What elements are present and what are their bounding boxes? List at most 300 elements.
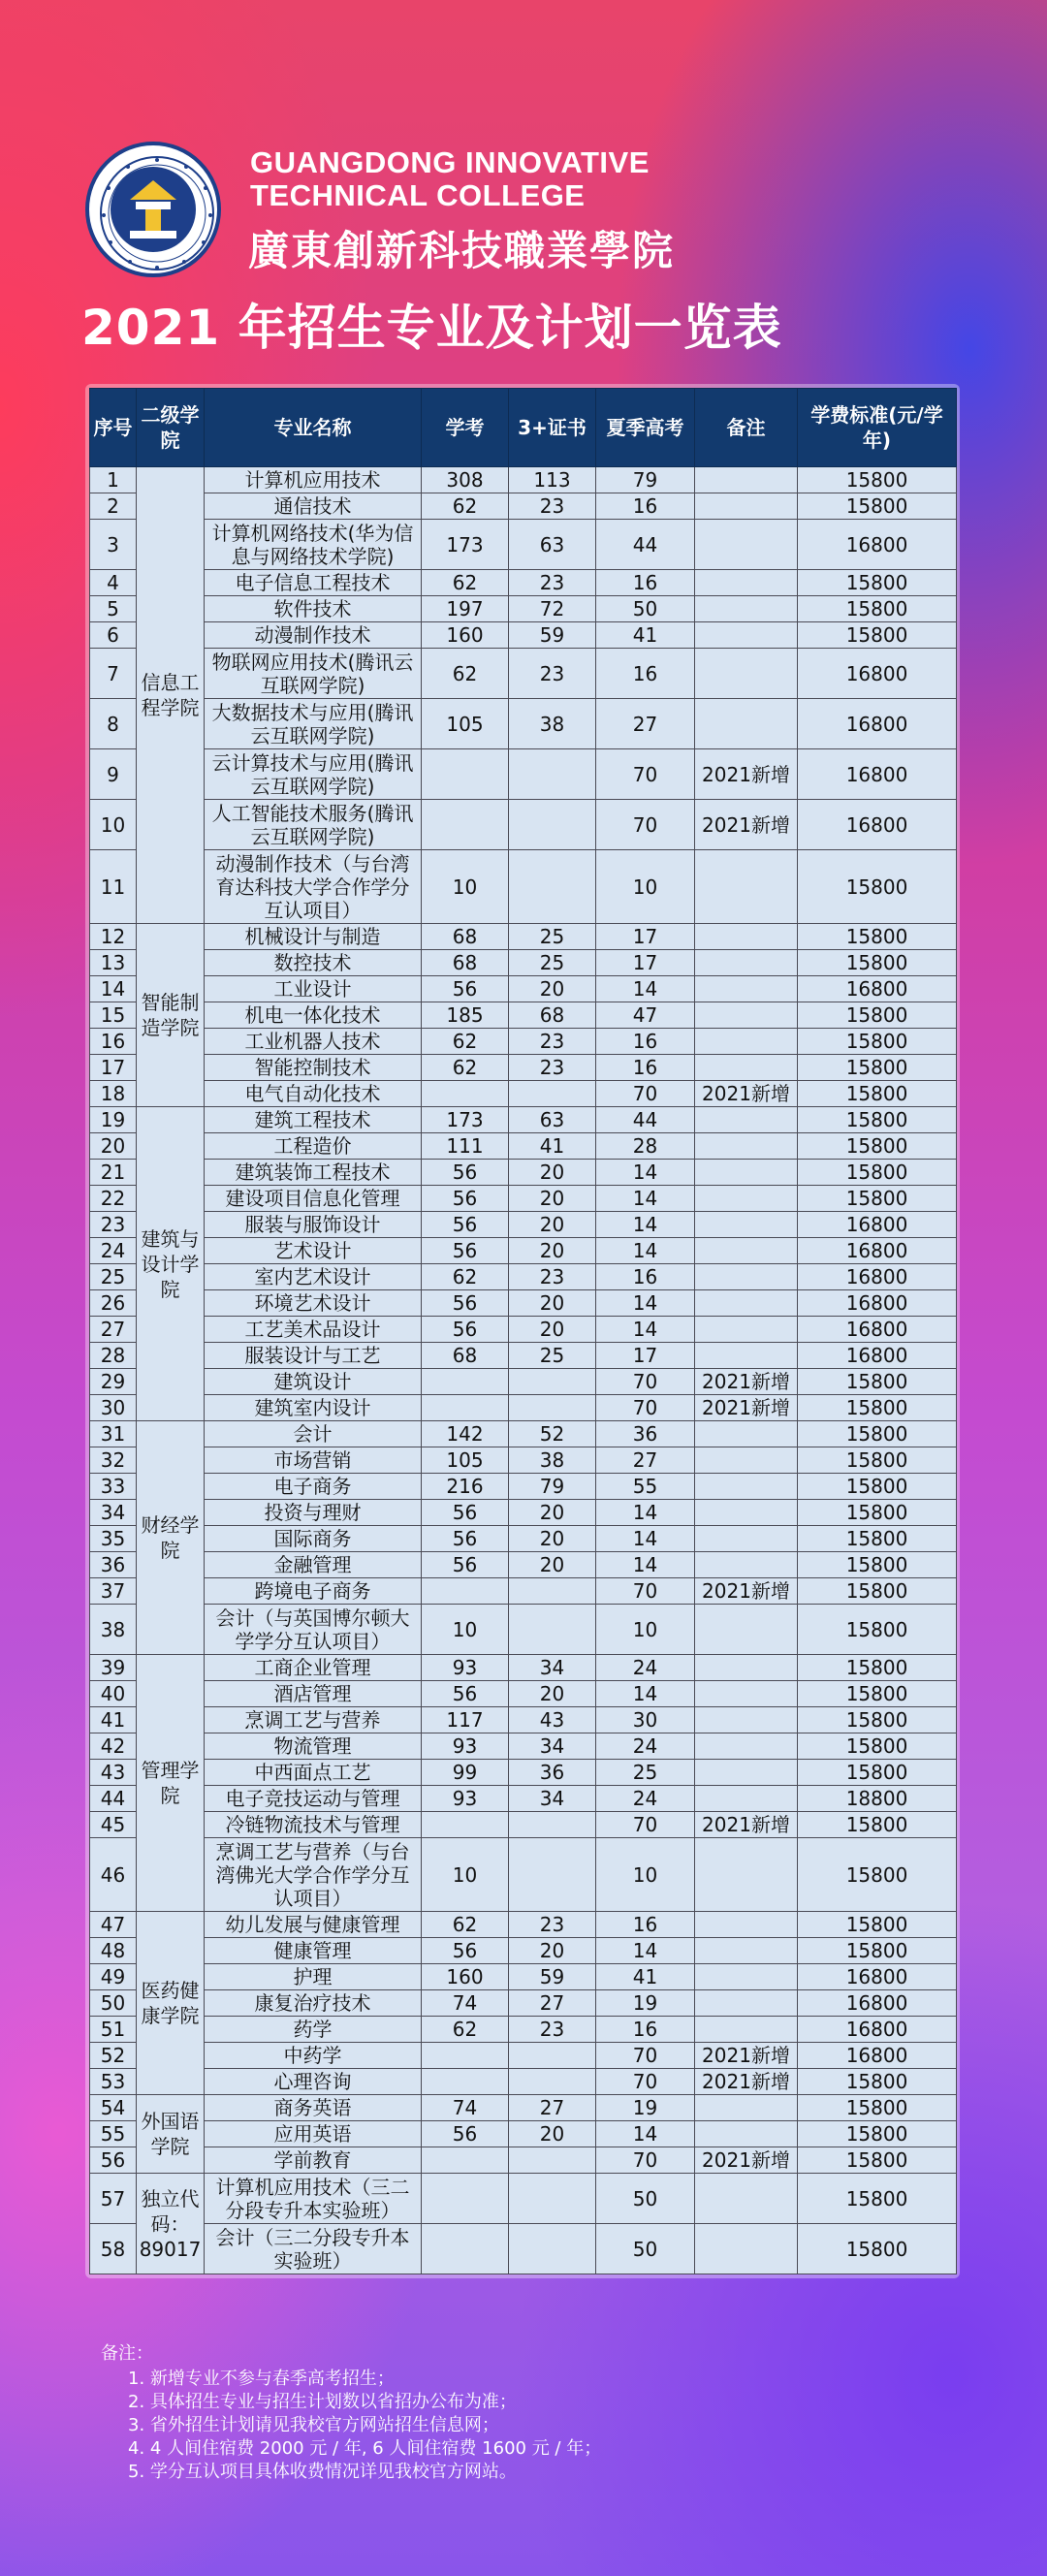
cell-seq: 19 — [90, 1107, 137, 1133]
cell-cert: 59 — [509, 1964, 596, 1990]
cell-remark — [695, 596, 798, 622]
cell-cert: 20 — [509, 1160, 596, 1186]
cell-major: 药学 — [205, 2017, 422, 2043]
cell-seq: 3 — [90, 520, 137, 570]
cell-cert: 68 — [509, 1002, 596, 1029]
cell-fee: 15800 — [798, 1655, 957, 1681]
cell-summer: 70 — [596, 1812, 695, 1838]
cell-remark: 2021新增 — [695, 1578, 798, 1605]
cell-fee: 15800 — [798, 850, 957, 924]
cell-xuekao: 173 — [422, 520, 509, 570]
cell-remark — [695, 1786, 798, 1812]
cell-xuekao: 308 — [422, 467, 509, 493]
table-row — [90, 1107, 957, 1133]
cell-remark — [695, 1838, 798, 1912]
cell-summer: 14 — [596, 976, 695, 1002]
cell-major: 工程造价 — [205, 1133, 422, 1160]
cell-summer: 50 — [596, 2224, 695, 2274]
table-row — [90, 1474, 957, 1500]
cell-xuekao: 56 — [422, 1238, 509, 1264]
cell-major: 通信技术 — [205, 493, 422, 520]
cell-seq: 27 — [90, 1317, 137, 1343]
cell-major: 烹调工艺与营养（与台湾佛光大学合作学分互认项目） — [205, 1838, 422, 1912]
cell-fee: 16800 — [798, 2017, 957, 2043]
cell-fee: 15800 — [798, 1578, 957, 1605]
cell-summer: 24 — [596, 1786, 695, 1812]
cell-seq: 34 — [90, 1500, 137, 1526]
cell-xuekao — [422, 2043, 509, 2069]
cell-remark — [695, 467, 798, 493]
cell-xuekao: 56 — [422, 1552, 509, 1578]
cell-major: 会计（与英国博尔顿大学学分互认项目） — [205, 1605, 422, 1655]
cell-summer: 79 — [596, 467, 695, 493]
table-row — [90, 2095, 957, 2121]
cell-seq: 48 — [90, 1938, 137, 1964]
cell-summer: 50 — [596, 596, 695, 622]
cell-major: 工业机器人技术 — [205, 1029, 422, 1055]
cell-cert: 79 — [509, 1474, 596, 1500]
table-row — [90, 699, 957, 749]
table-row — [90, 950, 957, 976]
cell-major: 数控技术 — [205, 950, 422, 976]
cell-cert — [509, 2224, 596, 2274]
cell-summer: 28 — [596, 1133, 695, 1160]
cell-remark — [695, 1133, 798, 1160]
cell-summer: 70 — [596, 2069, 695, 2095]
cell-xuekao: 62 — [422, 649, 509, 699]
enrollment-table-panel — [85, 384, 960, 2278]
cell-major: 康复治疗技术 — [205, 1990, 422, 2017]
cell-xuekao: 56 — [422, 1500, 509, 1526]
cell-college: 信息工程学院 — [137, 467, 205, 924]
cell-summer: 44 — [596, 520, 695, 570]
table-row — [90, 1055, 957, 1081]
cell-cert: 38 — [509, 699, 596, 749]
cell-remark — [695, 1447, 798, 1474]
cell-summer: 14 — [596, 1938, 695, 1964]
table-row — [90, 520, 957, 570]
cell-major: 建筑设计 — [205, 1369, 422, 1395]
cell-xuekao: 10 — [422, 850, 509, 924]
cell-xuekao — [422, 800, 509, 850]
cell-summer: 14 — [596, 1290, 695, 1317]
cell-summer: 17 — [596, 950, 695, 976]
cell-summer: 14 — [596, 2121, 695, 2147]
table-row — [90, 2121, 957, 2147]
cell-xuekao: 10 — [422, 1838, 509, 1912]
cell-remark — [695, 520, 798, 570]
cell-major: 艺术设计 — [205, 1238, 422, 1264]
cell-fee: 15800 — [798, 1526, 957, 1552]
cell-cert: 52 — [509, 1421, 596, 1447]
cell-cert: 23 — [509, 1912, 596, 1938]
note-item: 4. 4 人间住宿费 2000 元 / 年, 6 人间住宿费 1600 元 / 年； — [128, 2438, 602, 2459]
cell-seq: 39 — [90, 1655, 137, 1681]
cell-cert: 41 — [509, 1133, 596, 1160]
table-row — [90, 1160, 957, 1186]
cell-cert: 63 — [509, 1107, 596, 1133]
page-title: 2021 年招生专业及计划一览表 — [81, 300, 782, 356]
table-row — [90, 1707, 957, 1733]
cell-cert — [509, 2174, 596, 2224]
cell-fee: 15800 — [798, 1838, 957, 1912]
table-row — [90, 800, 957, 850]
cell-major: 投资与理财 — [205, 1500, 422, 1526]
cell-major: 计算机应用技术 — [205, 467, 422, 493]
table-row — [90, 924, 957, 950]
column-header-fee: 学费标准(元/学年) — [798, 389, 957, 467]
cell-seq: 40 — [90, 1681, 137, 1707]
cell-cert: 20 — [509, 1317, 596, 1343]
cell-xuekao: 62 — [422, 2017, 509, 2043]
tower-emblem-icon — [124, 178, 182, 240]
cell-cert — [509, 800, 596, 850]
cell-fee: 15800 — [798, 2121, 957, 2147]
column-header-seq: 序号 — [90, 389, 137, 467]
table-row — [90, 1212, 957, 1238]
cell-remark — [695, 1552, 798, 1578]
cell-xuekao: 62 — [422, 570, 509, 596]
cell-major: 工业设计 — [205, 976, 422, 1002]
cell-cert: 20 — [509, 1290, 596, 1317]
column-header-major: 专业名称 — [205, 389, 422, 467]
cell-fee: 16800 — [798, 2043, 957, 2069]
table-row — [90, 1786, 957, 1812]
cell-college: 智能制造学院 — [137, 924, 205, 1107]
cell-major: 建筑室内设计 — [205, 1395, 422, 1421]
cell-remark — [695, 850, 798, 924]
cell-remark — [695, 950, 798, 976]
table-row — [90, 1552, 957, 1578]
cell-xuekao: 62 — [422, 1029, 509, 1055]
table-row — [90, 2043, 957, 2069]
column-header-college: 二级学院 — [137, 389, 205, 467]
cell-remark — [695, 1343, 798, 1369]
table-row — [90, 1238, 957, 1264]
cell-cert: 25 — [509, 924, 596, 950]
cell-fee: 15800 — [798, 1552, 957, 1578]
cell-major: 云计算技术与应用(腾讯云互联网学院) — [205, 749, 422, 800]
cell-seq: 4 — [90, 570, 137, 596]
table-row — [90, 1133, 957, 1160]
cell-fee: 15800 — [798, 1760, 957, 1786]
cell-summer: 70 — [596, 1395, 695, 1421]
cell-cert: 25 — [509, 950, 596, 976]
cell-fee: 15800 — [798, 1938, 957, 1964]
cell-fee: 15800 — [798, 1447, 957, 1474]
cell-seq: 21 — [90, 1160, 137, 1186]
cell-summer: 41 — [596, 622, 695, 649]
cell-major: 健康管理 — [205, 1938, 422, 1964]
cell-remark — [695, 1290, 798, 1317]
cell-major: 计算机应用技术（三二分段专升本实验班） — [205, 2174, 422, 2224]
cell-cert — [509, 2069, 596, 2095]
cell-fee: 18800 — [798, 1786, 957, 1812]
cell-remark — [695, 2121, 798, 2147]
cell-xuekao: 62 — [422, 1055, 509, 1081]
cell-fee: 15800 — [798, 1002, 957, 1029]
cell-cert: 27 — [509, 1990, 596, 2017]
cell-cert: 20 — [509, 1500, 596, 1526]
cell-seq: 36 — [90, 1552, 137, 1578]
cell-remark — [695, 1238, 798, 1264]
cell-seq: 33 — [90, 1474, 137, 1500]
table-row — [90, 1812, 957, 1838]
cell-fee: 15800 — [798, 1707, 957, 1733]
cell-major: 幼儿发展与健康管理 — [205, 1912, 422, 1938]
table-row — [90, 1186, 957, 1212]
table-row — [90, 1290, 957, 1317]
cell-summer: 14 — [596, 1212, 695, 1238]
cell-summer: 55 — [596, 1474, 695, 1500]
cell-seq: 56 — [90, 2147, 137, 2174]
table-row — [90, 1990, 957, 2017]
cell-seq: 7 — [90, 649, 137, 699]
table-row — [90, 1605, 957, 1655]
cell-cert — [509, 850, 596, 924]
table-row — [90, 1655, 957, 1681]
cell-summer: 14 — [596, 1526, 695, 1552]
cell-cert — [509, 1838, 596, 1912]
table-row — [90, 1447, 957, 1474]
cell-xuekao: 56 — [422, 1938, 509, 1964]
cell-xuekao: 142 — [422, 1421, 509, 1447]
cell-remark — [695, 976, 798, 1002]
cell-seq: 18 — [90, 1081, 137, 1107]
cell-xuekao: 93 — [422, 1655, 509, 1681]
cell-cert: 23 — [509, 2017, 596, 2043]
cell-xuekao: 93 — [422, 1733, 509, 1760]
cell-seq: 35 — [90, 1526, 137, 1552]
cell-fee: 15800 — [798, 924, 957, 950]
cell-fee: 16800 — [798, 1343, 957, 1369]
table-row — [90, 1395, 957, 1421]
cell-summer: 24 — [596, 1655, 695, 1681]
cell-xuekao: 56 — [422, 1212, 509, 1238]
cell-seq: 22 — [90, 1186, 137, 1212]
cell-xuekao: 62 — [422, 1912, 509, 1938]
cell-remark: 2021新增 — [695, 1395, 798, 1421]
cell-seq: 57 — [90, 2174, 137, 2224]
cell-major: 学前教育 — [205, 2147, 422, 2174]
cell-remark — [695, 493, 798, 520]
cell-fee: 15800 — [798, 596, 957, 622]
cell-major: 建筑装饰工程技术 — [205, 1160, 422, 1186]
table-row — [90, 1343, 957, 1369]
table-row — [90, 2147, 957, 2174]
table-row — [90, 493, 957, 520]
cell-summer: 19 — [596, 2095, 695, 2121]
cell-xuekao — [422, 2147, 509, 2174]
note-item: 3. 省外招生计划请见我校官方网站招生信息网； — [128, 2415, 499, 2435]
cell-major: 跨境电子商务 — [205, 1578, 422, 1605]
cell-xuekao: 10 — [422, 1605, 509, 1655]
cell-summer: 17 — [596, 1343, 695, 1369]
cell-cert: 34 — [509, 1655, 596, 1681]
cell-major: 会计（三二分段专升本实验班） — [205, 2224, 422, 2274]
cell-cert — [509, 1395, 596, 1421]
cell-major: 服装与服饰设计 — [205, 1212, 422, 1238]
cell-summer: 47 — [596, 1002, 695, 1029]
table-row — [90, 1681, 957, 1707]
cell-major: 服装设计与工艺 — [205, 1343, 422, 1369]
table-row — [90, 1912, 957, 1938]
cell-cert: 38 — [509, 1447, 596, 1474]
cell-xuekao — [422, 2224, 509, 2274]
cell-college: 财经学院 — [137, 1421, 205, 1655]
cell-seq: 14 — [90, 976, 137, 1002]
table-row — [90, 1317, 957, 1343]
cell-fee: 15800 — [798, 2224, 957, 2274]
table-row — [90, 2174, 957, 2224]
cell-xuekao: 56 — [422, 2121, 509, 2147]
cell-seq: 45 — [90, 1812, 137, 1838]
cell-cert: 23 — [509, 1264, 596, 1290]
cell-cert — [509, 1369, 596, 1395]
cell-xuekao: 173 — [422, 1107, 509, 1133]
cell-remark: 2021新增 — [695, 2043, 798, 2069]
cell-remark — [695, 1107, 798, 1133]
cell-fee: 15800 — [798, 1186, 957, 1212]
cell-seq: 50 — [90, 1990, 137, 2017]
cell-college: 管理学院 — [137, 1655, 205, 1912]
cell-major: 市场营销 — [205, 1447, 422, 1474]
cell-remark — [695, 1655, 798, 1681]
cell-fee: 15800 — [798, 1369, 957, 1395]
table-row — [90, 850, 957, 924]
cell-major: 金融管理 — [205, 1552, 422, 1578]
table-row — [90, 596, 957, 622]
cell-summer: 50 — [596, 2174, 695, 2224]
cell-remark: 2021新增 — [695, 1081, 798, 1107]
cell-major: 心理咨询 — [205, 2069, 422, 2095]
cell-summer: 14 — [596, 1681, 695, 1707]
cell-seq: 32 — [90, 1447, 137, 1474]
cell-major: 计算机网络技术(华为信息与网络技术学院) — [205, 520, 422, 570]
cell-major: 中西面点工艺 — [205, 1760, 422, 1786]
cell-fee: 15800 — [798, 467, 957, 493]
cell-cert: 36 — [509, 1760, 596, 1786]
cell-remark — [695, 699, 798, 749]
cell-college: 外国语学院 — [137, 2095, 205, 2174]
cell-summer: 16 — [596, 570, 695, 596]
cell-college: 医药健康学院 — [137, 1912, 205, 2095]
cell-remark — [695, 1526, 798, 1552]
cell-remark — [695, 1029, 798, 1055]
note-item: 5. 学分互认项目具体收费情况详见我校官方网站。 — [128, 2462, 517, 2482]
cell-seq: 30 — [90, 1395, 137, 1421]
cell-remark — [695, 1605, 798, 1655]
cell-major: 软件技术 — [205, 596, 422, 622]
cell-cert — [509, 1605, 596, 1655]
cell-xuekao: 62 — [422, 493, 509, 520]
cell-cert — [509, 2043, 596, 2069]
cell-seq: 1 — [90, 467, 137, 493]
cell-remark — [695, 1681, 798, 1707]
enrollment-table — [89, 388, 957, 2274]
table-row — [90, 1369, 957, 1395]
cell-fee: 15800 — [798, 1160, 957, 1186]
cell-major: 国际商务 — [205, 1526, 422, 1552]
cell-seq: 42 — [90, 1733, 137, 1760]
note-item: 1. 新增专业不参与春季高考招生； — [128, 2369, 395, 2389]
cell-summer: 14 — [596, 1500, 695, 1526]
cell-remark — [695, 1421, 798, 1447]
cell-xuekao: 74 — [422, 1990, 509, 2017]
cell-cert: 23 — [509, 1029, 596, 1055]
cell-cert: 27 — [509, 2095, 596, 2121]
cell-xuekao — [422, 1369, 509, 1395]
cell-seq: 31 — [90, 1421, 137, 1447]
cell-fee: 15800 — [798, 950, 957, 976]
cell-fee: 15800 — [798, 570, 957, 596]
cell-cert: 34 — [509, 1733, 596, 1760]
cell-remark — [695, 1733, 798, 1760]
cell-cert — [509, 1812, 596, 1838]
cell-fee: 15800 — [798, 1055, 957, 1081]
cell-summer: 27 — [596, 1447, 695, 1474]
cell-xuekao — [422, 2069, 509, 2095]
cell-seq: 11 — [90, 850, 137, 924]
cell-major: 会计 — [205, 1421, 422, 1447]
cell-major: 中药学 — [205, 2043, 422, 2069]
cell-xuekao: 56 — [422, 1526, 509, 1552]
cell-seq: 54 — [90, 2095, 137, 2121]
cell-seq: 58 — [90, 2224, 137, 2274]
cell-seq: 12 — [90, 924, 137, 950]
cell-remark — [695, 1002, 798, 1029]
cell-summer: 36 — [596, 1421, 695, 1447]
note-item: 2. 具体招生专业与招生计划数以省招办公布为准； — [128, 2392, 517, 2412]
cell-seq: 24 — [90, 1238, 137, 1264]
table-row — [90, 1500, 957, 1526]
cell-remark — [695, 1760, 798, 1786]
cell-major: 动漫制作技术 — [205, 622, 422, 649]
cell-xuekao — [422, 749, 509, 800]
table-row — [90, 570, 957, 596]
cell-summer: 16 — [596, 1264, 695, 1290]
column-header-summer: 夏季高考 — [596, 389, 695, 467]
table-row — [90, 1964, 957, 1990]
cell-fee: 15800 — [798, 2174, 957, 2224]
table-row — [90, 1578, 957, 1605]
table-row — [90, 2224, 957, 2274]
cell-remark: 2021新增 — [695, 2069, 798, 2095]
cell-summer: 70 — [596, 749, 695, 800]
cell-cert: 43 — [509, 1707, 596, 1733]
cell-major: 应用英语 — [205, 2121, 422, 2147]
cell-remark — [695, 1500, 798, 1526]
cell-fee: 16800 — [798, 1264, 957, 1290]
cell-fee: 15800 — [798, 1681, 957, 1707]
cell-cert: 23 — [509, 1055, 596, 1081]
cell-major: 商务英语 — [205, 2095, 422, 2121]
cell-fee: 15800 — [798, 1733, 957, 1760]
cell-seq: 15 — [90, 1002, 137, 1029]
cell-xuekao: 99 — [422, 1760, 509, 1786]
cell-remark — [695, 2095, 798, 2121]
cell-cert: 20 — [509, 1212, 596, 1238]
cell-remark — [695, 1055, 798, 1081]
cell-major: 物流管理 — [205, 1733, 422, 1760]
cell-major: 护理 — [205, 1964, 422, 1990]
cell-cert — [509, 1578, 596, 1605]
cell-fee: 16800 — [798, 1212, 957, 1238]
cell-xuekao: 105 — [422, 1447, 509, 1474]
cell-remark — [695, 924, 798, 950]
cell-summer: 16 — [596, 1055, 695, 1081]
table-row — [90, 1733, 957, 1760]
